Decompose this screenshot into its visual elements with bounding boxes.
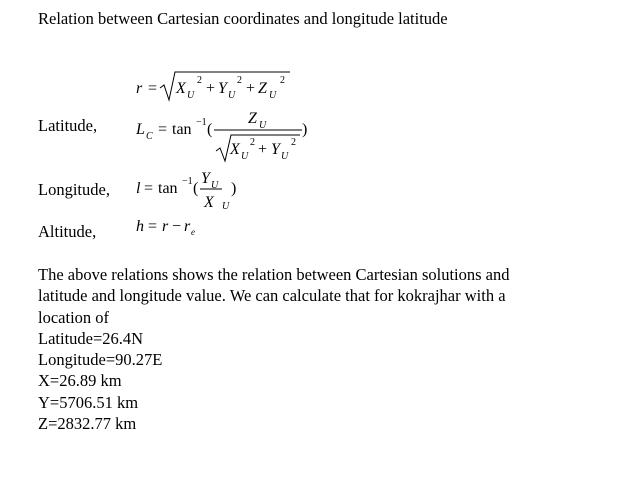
svg-text:X: X bbox=[204, 194, 214, 211]
radius-equation bbox=[130, 66, 300, 106]
y-value: Y=5706.51 km bbox=[38, 392, 139, 412]
svg-text:2: 2 bbox=[237, 75, 242, 86]
svg-text:U: U bbox=[211, 180, 219, 191]
altitude-label: Altitude, bbox=[38, 222, 97, 241]
svg-text:U: U bbox=[228, 90, 236, 101]
svg-text:Y: Y bbox=[218, 80, 227, 97]
svg-text:U: U bbox=[241, 151, 249, 162]
longitude-equation bbox=[130, 165, 250, 213]
svg-text:−: − bbox=[172, 218, 182, 235]
x-value: X=26.89 km bbox=[38, 371, 122, 391]
longitude-value: Longitude=90.27E bbox=[38, 350, 163, 370]
svg-text:=: = bbox=[148, 80, 158, 97]
svg-text:l: l bbox=[136, 180, 141, 197]
svg-text:=: = bbox=[158, 121, 168, 138]
svg-text:L: L bbox=[136, 121, 145, 138]
svg-text:+: + bbox=[246, 80, 256, 97]
svg-text:Y: Y bbox=[201, 170, 210, 187]
svg-text:U: U bbox=[269, 90, 277, 101]
latitude-label: Latitude, bbox=[38, 116, 98, 135]
svg-text:r: r bbox=[162, 218, 169, 235]
z-value: Z=2832.77 km bbox=[38, 414, 137, 434]
svg-text:2: 2 bbox=[280, 75, 285, 86]
page-title: Relation between Cartesian coordinates and longitude latitude bbox=[38, 9, 448, 28]
svg-text:+: + bbox=[206, 80, 216, 97]
svg-text:+: + bbox=[258, 141, 268, 158]
paragraph-line: The above relations shows the relation between Cartesian solutions and bbox=[38, 265, 510, 284]
svg-text:Z: Z bbox=[258, 80, 267, 97]
longitude-label: Longitude, bbox=[38, 180, 110, 199]
latitude-value: Latitude=26.4N bbox=[38, 328, 144, 348]
svg-text:(: ( bbox=[193, 180, 199, 197]
svg-text:U: U bbox=[281, 151, 289, 162]
svg-text:=: = bbox=[148, 218, 158, 235]
svg-text:=: = bbox=[144, 180, 154, 197]
svg-text:2: 2 bbox=[197, 75, 202, 86]
svg-text:tan: tan bbox=[172, 121, 192, 138]
svg-text:(: ( bbox=[207, 121, 213, 138]
svg-text:Z: Z bbox=[248, 110, 257, 127]
svg-text:C: C bbox=[146, 131, 153, 142]
svg-text:−1: −1 bbox=[182, 176, 193, 187]
svg-text:r: r bbox=[136, 80, 143, 97]
svg-text:−1: −1 bbox=[196, 117, 207, 128]
svg-text:h: h bbox=[136, 218, 144, 235]
svg-text:U: U bbox=[187, 90, 195, 101]
svg-text:tan: tan bbox=[158, 180, 178, 197]
svg-text:r: r bbox=[184, 218, 191, 235]
svg-text:X: X bbox=[176, 80, 186, 97]
paragraph-line: latitude and longitude value. We can calculate that for kokrajhar with a bbox=[38, 286, 506, 306]
svg-text:2: 2 bbox=[250, 137, 255, 148]
latitude-equation bbox=[130, 106, 315, 164]
paragraph-line: location of bbox=[38, 307, 110, 327]
svg-text:Y: Y bbox=[271, 141, 280, 158]
svg-text:U: U bbox=[259, 120, 267, 131]
svg-text:X: X bbox=[230, 141, 240, 158]
svg-text:2: 2 bbox=[291, 137, 296, 148]
svg-text:): ) bbox=[231, 180, 237, 197]
explanation-paragraph bbox=[38, 264, 618, 434]
svg-text:e: e bbox=[191, 227, 195, 237]
svg-text:U: U bbox=[222, 201, 230, 212]
svg-text:): ) bbox=[302, 121, 308, 138]
altitude-equation bbox=[130, 210, 210, 240]
